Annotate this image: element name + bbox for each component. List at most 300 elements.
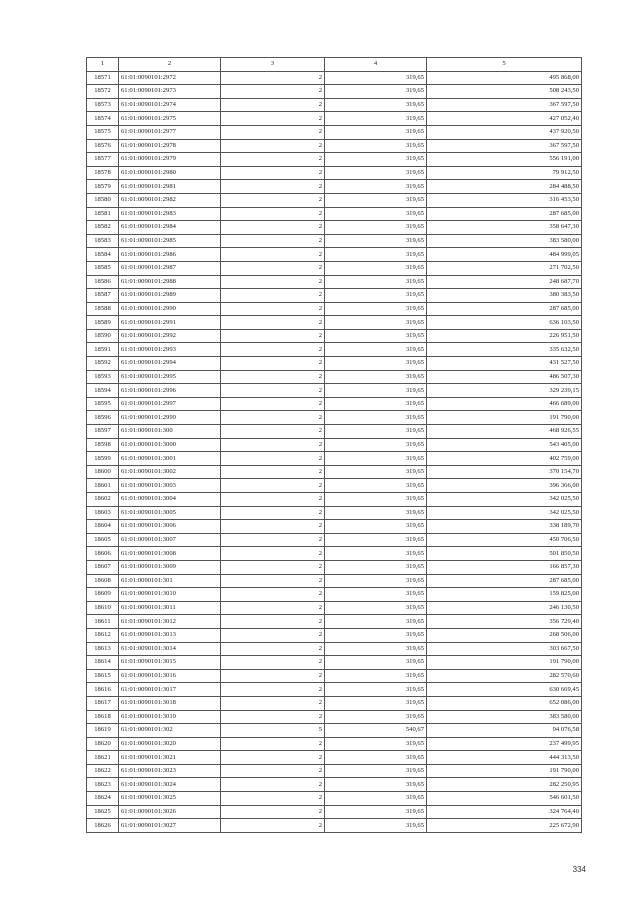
cadastral-number-cell: 61:01:0090101:2988 (119, 275, 221, 289)
row-number-cell: 18581 (87, 207, 119, 221)
col3-cell: 2 (221, 125, 325, 139)
table-row (87, 275, 582, 289)
value-cell: 396 366,00 (427, 479, 582, 493)
value-cell: 367 597,50 (427, 139, 582, 153)
table-row (87, 751, 582, 765)
value-cell: 166 857,30 (427, 560, 582, 574)
col3-cell: 2 (221, 180, 325, 194)
col3-cell: 2 (221, 751, 325, 765)
col4-cell: 319,65 (325, 465, 427, 479)
table-row (87, 683, 582, 697)
col4-cell: 319,65 (325, 139, 427, 153)
cadastral-number-cell: 61:01:0090101:3020 (119, 737, 221, 751)
row-number-cell: 18612 (87, 628, 119, 642)
header-col-5: 5 (427, 58, 582, 72)
row-number-cell: 18624 (87, 792, 119, 806)
cadastral-number-cell: 61:01:0090101:3027 (119, 819, 221, 833)
row-number-cell: 18619 (87, 724, 119, 738)
col3-cell: 2 (221, 370, 325, 384)
col3-cell: 2 (221, 71, 325, 85)
col4-cell: 319,65 (325, 805, 427, 819)
value-cell: 342 025,50 (427, 506, 582, 520)
table-row (87, 506, 582, 520)
value-cell: 191 790,00 (427, 764, 582, 778)
col4-cell: 319,65 (325, 438, 427, 452)
table-row (87, 193, 582, 207)
table-row (87, 628, 582, 642)
value-cell: 287 685,00 (427, 302, 582, 316)
header-col-1: 1 (87, 58, 119, 72)
row-number-cell: 18614 (87, 656, 119, 670)
row-number-cell: 18591 (87, 343, 119, 357)
cadastral-number-cell: 61:01:0090101:2995 (119, 370, 221, 384)
col4-cell: 319,65 (325, 588, 427, 602)
value-cell: 367 597,50 (427, 98, 582, 112)
table-row (87, 125, 582, 139)
col4-cell: 319,65 (325, 98, 427, 112)
col4-cell: 319,65 (325, 642, 427, 656)
table-row (87, 139, 582, 153)
table-row (87, 153, 582, 167)
value-cell: 501 850,50 (427, 547, 582, 561)
value-cell: 191 790,00 (427, 411, 582, 425)
col3-cell: 2 (221, 289, 325, 303)
table-row (87, 656, 582, 670)
row-number-cell: 18613 (87, 642, 119, 656)
row-number-cell: 18573 (87, 98, 119, 112)
col4-cell: 319,65 (325, 683, 427, 697)
col4-cell: 319,65 (325, 533, 427, 547)
table-row (87, 384, 582, 398)
col4-cell: 319,65 (325, 234, 427, 248)
row-number-cell: 18597 (87, 425, 119, 439)
table-row (87, 764, 582, 778)
table-row (87, 737, 582, 751)
col3-cell: 2 (221, 234, 325, 248)
row-number-cell: 18592 (87, 357, 119, 371)
value-cell: 543 405,00 (427, 438, 582, 452)
value-cell: 287 685,00 (427, 574, 582, 588)
value-cell: 546 601,50 (427, 792, 582, 806)
col3-cell: 2 (221, 683, 325, 697)
col4-cell: 319,65 (325, 751, 427, 765)
table-row (87, 819, 582, 833)
table-body (87, 71, 582, 832)
col4-cell: 319,65 (325, 370, 427, 384)
col4-cell: 319,65 (325, 221, 427, 235)
header-col-3: 3 (221, 58, 325, 72)
table-row (87, 397, 582, 411)
row-number-cell: 18609 (87, 588, 119, 602)
row-number-cell: 18608 (87, 574, 119, 588)
cadastral-number-cell: 61:01:0090101:2996 (119, 384, 221, 398)
value-cell: 329 239,15 (427, 384, 582, 398)
value-cell: 248 687,70 (427, 275, 582, 289)
table-row (87, 112, 582, 126)
value-cell: 338 189,70 (427, 520, 582, 534)
col3-cell: 2 (221, 153, 325, 167)
value-cell: 284 488,50 (427, 180, 582, 194)
value-cell: 287 685,00 (427, 207, 582, 221)
cadastral-number-cell: 61:01:0090101:2990 (119, 302, 221, 316)
row-number-cell: 18603 (87, 506, 119, 520)
col4-cell: 319,65 (325, 397, 427, 411)
col3-cell: 2 (221, 479, 325, 493)
table-row (87, 588, 582, 602)
row-number-cell: 18625 (87, 805, 119, 819)
row-number-cell: 18596 (87, 411, 119, 425)
value-cell: 342 025,50 (427, 493, 582, 507)
cadastral-number-cell: 61:01:0090101:3005 (119, 506, 221, 520)
data-table (86, 57, 582, 833)
col3-cell: 2 (221, 98, 325, 112)
col3-cell: 2 (221, 805, 325, 819)
table-row (87, 98, 582, 112)
row-number-cell: 18598 (87, 438, 119, 452)
table-row (87, 207, 582, 221)
table-row (87, 85, 582, 99)
value-cell: 316 453,50 (427, 193, 582, 207)
col4-cell: 319,65 (325, 193, 427, 207)
col3-cell: 2 (221, 547, 325, 561)
cadastral-number-cell: 61:01:0090101:3007 (119, 533, 221, 547)
col3-cell: 2 (221, 819, 325, 833)
col3-cell: 2 (221, 669, 325, 683)
table-row (87, 180, 582, 194)
row-number-cell: 18610 (87, 601, 119, 615)
col4-cell: 319,65 (325, 696, 427, 710)
row-number-cell: 18601 (87, 479, 119, 493)
table-row (87, 669, 582, 683)
col3-cell: 2 (221, 574, 325, 588)
table-row (87, 343, 582, 357)
row-number-cell: 18626 (87, 819, 119, 833)
table-row (87, 261, 582, 275)
col3-cell: 2 (221, 384, 325, 398)
col3-cell: 2 (221, 221, 325, 235)
cadastral-number-cell: 61:01:0090101:3018 (119, 696, 221, 710)
row-number-cell: 18600 (87, 465, 119, 479)
cadastral-number-cell: 61:01:0090101:2979 (119, 153, 221, 167)
table-row (87, 547, 582, 561)
col4-cell: 319,65 (325, 628, 427, 642)
col4-cell: 319,65 (325, 302, 427, 316)
col3-cell: 2 (221, 207, 325, 221)
table-row (87, 316, 582, 330)
col4-cell: 319,65 (325, 166, 427, 180)
row-number-cell: 18594 (87, 384, 119, 398)
cadastral-number-cell: 61:01:0090101:2975 (119, 112, 221, 126)
row-number-cell: 18606 (87, 547, 119, 561)
table-row (87, 479, 582, 493)
cadastral-number-cell: 61:01:0090101:2972 (119, 71, 221, 85)
cadastral-number-cell: 61:01:0090101:2983 (119, 207, 221, 221)
value-cell: 486 507,30 (427, 370, 582, 384)
cadastral-number-cell: 61:01:0090101:2974 (119, 98, 221, 112)
col3-cell: 2 (221, 628, 325, 642)
col3-cell: 2 (221, 193, 325, 207)
row-number-cell: 18623 (87, 778, 119, 792)
cadastral-number-cell: 61:01:0090101:3010 (119, 588, 221, 602)
table-row (87, 465, 582, 479)
value-cell: 450 706,50 (427, 533, 582, 547)
table-row (87, 520, 582, 534)
value-cell: 468 926,55 (427, 425, 582, 439)
cadastral-number-cell: 61:01:0090101:3013 (119, 628, 221, 642)
table-row (87, 221, 582, 235)
value-cell: 271 702,50 (427, 261, 582, 275)
col4-cell: 319,65 (325, 479, 427, 493)
value-cell: 358 647,30 (427, 221, 582, 235)
cadastral-number-cell: 61:01:0090101:2981 (119, 180, 221, 194)
table-row (87, 438, 582, 452)
table-row (87, 71, 582, 85)
col4-cell: 319,65 (325, 384, 427, 398)
col3-cell: 2 (221, 642, 325, 656)
cadastral-number-cell: 61:01:0090101:3008 (119, 547, 221, 561)
value-cell: 79 912,50 (427, 166, 582, 180)
cadastral-number-cell: 61:01:0090101:2994 (119, 357, 221, 371)
table-row (87, 234, 582, 248)
value-cell: 556 191,00 (427, 153, 582, 167)
cadastral-number-cell: 61:01:0090101:3009 (119, 560, 221, 574)
value-cell: 324 764,40 (427, 805, 582, 819)
cadastral-number-cell: 61:01:0090101:3026 (119, 805, 221, 819)
col3-cell: 2 (221, 166, 325, 180)
col3-cell: 2 (221, 764, 325, 778)
col3-cell: 2 (221, 85, 325, 99)
cadastral-number-cell: 61:01:0090101:3001 (119, 452, 221, 466)
cadastral-number-cell: 61:01:0090101:3023 (119, 764, 221, 778)
table-row (87, 792, 582, 806)
value-cell: 94 076,58 (427, 724, 582, 738)
value-cell: 380 383,50 (427, 289, 582, 303)
row-number-cell: 18607 (87, 560, 119, 574)
value-cell: 282 250,95 (427, 778, 582, 792)
row-number-cell: 18593 (87, 370, 119, 384)
table-row (87, 289, 582, 303)
table-row (87, 425, 582, 439)
table-row (87, 805, 582, 819)
col3-cell: 2 (221, 139, 325, 153)
col4-cell: 319,65 (325, 819, 427, 833)
cadastral-number-cell: 61:01:0090101:3014 (119, 642, 221, 656)
table-row (87, 533, 582, 547)
cadastral-number-cell: 61:01:0090101:3012 (119, 615, 221, 629)
col4-cell: 319,65 (325, 547, 427, 561)
table-row (87, 560, 582, 574)
value-cell: 383 580,00 (427, 710, 582, 724)
row-number-cell: 18580 (87, 193, 119, 207)
cadastral-number-cell: 61:01:0090101:3024 (119, 778, 221, 792)
col4-cell: 319,65 (325, 411, 427, 425)
cadastral-number-cell: 61:01:0090101:2973 (119, 85, 221, 99)
cadastral-number-cell: 61:01:0090101:2984 (119, 221, 221, 235)
col3-cell: 2 (221, 696, 325, 710)
table-row (87, 493, 582, 507)
col3-cell: 2 (221, 316, 325, 330)
row-number-cell: 18582 (87, 221, 119, 235)
col3-cell: 2 (221, 357, 325, 371)
table-row (87, 642, 582, 656)
table-row (87, 357, 582, 371)
value-cell: 356 729,40 (427, 615, 582, 629)
col4-cell: 319,65 (325, 520, 427, 534)
col4-cell: 319,65 (325, 425, 427, 439)
col4-cell: 319,65 (325, 357, 427, 371)
value-cell: 237 499,95 (427, 737, 582, 751)
col3-cell: 5 (221, 724, 325, 738)
table-row (87, 302, 582, 316)
table-row (87, 696, 582, 710)
value-cell: 383 580,00 (427, 234, 582, 248)
value-cell: 268 506,00 (427, 628, 582, 642)
row-number-cell: 18611 (87, 615, 119, 629)
row-number-cell: 18588 (87, 302, 119, 316)
row-number-cell: 18618 (87, 710, 119, 724)
col4-cell: 319,65 (325, 85, 427, 99)
col4-cell: 540,67 (325, 724, 427, 738)
value-cell: 370 154,70 (427, 465, 582, 479)
col3-cell: 2 (221, 588, 325, 602)
cadastral-number-cell: 61:01:0090101:2978 (119, 139, 221, 153)
cadastral-number-cell: 61:01:0090101:3004 (119, 493, 221, 507)
col4-cell: 319,65 (325, 316, 427, 330)
cadastral-number-cell: 61:01:0090101:3006 (119, 520, 221, 534)
col4-cell: 319,65 (325, 343, 427, 357)
row-number-cell: 18587 (87, 289, 119, 303)
col3-cell: 2 (221, 560, 325, 574)
value-cell: 282 570,60 (427, 669, 582, 683)
col4-cell: 319,65 (325, 125, 427, 139)
table-row (87, 778, 582, 792)
col4-cell: 319,65 (325, 601, 427, 615)
row-number-cell: 18605 (87, 533, 119, 547)
col4-cell: 319,65 (325, 506, 427, 520)
row-number-cell: 18575 (87, 125, 119, 139)
row-number-cell: 18617 (87, 696, 119, 710)
col3-cell: 2 (221, 465, 325, 479)
col3-cell: 2 (221, 411, 325, 425)
col4-cell: 319,65 (325, 180, 427, 194)
col3-cell: 2 (221, 329, 325, 343)
table-row (87, 710, 582, 724)
col3-cell: 2 (221, 656, 325, 670)
col4-cell: 319,65 (325, 71, 427, 85)
table-row (87, 329, 582, 343)
col4-cell: 319,65 (325, 574, 427, 588)
page-number: 334 (572, 865, 586, 874)
row-number-cell: 18577 (87, 153, 119, 167)
value-cell: 226 951,50 (427, 329, 582, 343)
value-cell: 636 103,50 (427, 316, 582, 330)
table-header (87, 58, 582, 72)
row-number-cell: 18616 (87, 683, 119, 697)
cadastral-number-cell: 61:01:0090101:3003 (119, 479, 221, 493)
cadastral-number-cell: 61:01:0090101:2989 (119, 289, 221, 303)
cadastral-number-cell: 61:01:0090101:2992 (119, 329, 221, 343)
table-row (87, 411, 582, 425)
col4-cell: 319,65 (325, 112, 427, 126)
col3-cell: 2 (221, 397, 325, 411)
col3-cell: 2 (221, 452, 325, 466)
col4-cell: 319,65 (325, 764, 427, 778)
cadastral-number-cell: 61:01:0090101:2986 (119, 248, 221, 262)
col4-cell: 319,65 (325, 737, 427, 751)
col4-cell: 319,65 (325, 275, 427, 289)
cadastral-number-cell: 61:01:0090101:2987 (119, 261, 221, 275)
cadastral-number-cell: 61:01:0090101:3021 (119, 751, 221, 765)
row-number-cell: 18602 (87, 493, 119, 507)
row-number-cell: 18574 (87, 112, 119, 126)
col3-cell: 2 (221, 778, 325, 792)
value-cell: 191 790,00 (427, 656, 582, 670)
table-row (87, 452, 582, 466)
value-cell: 437 920,50 (427, 125, 582, 139)
header-col-2: 2 (119, 58, 221, 72)
cadastral-number-cell: 61:01:0090101:302 (119, 724, 221, 738)
cadastral-number-cell: 61:01:0090101:3017 (119, 683, 221, 697)
cadastral-number-cell: 61:01:0090101:3002 (119, 465, 221, 479)
col4-cell: 319,65 (325, 560, 427, 574)
value-cell: 402 759,00 (427, 452, 582, 466)
cadastral-number-cell: 61:01:0090101:2999 (119, 411, 221, 425)
row-number-cell: 18584 (87, 248, 119, 262)
col4-cell: 319,65 (325, 493, 427, 507)
row-number-cell: 18576 (87, 139, 119, 153)
cadastral-number-cell: 61:01:0090101:301 (119, 574, 221, 588)
value-cell: 630 669,45 (427, 683, 582, 697)
col4-cell: 319,65 (325, 669, 427, 683)
cadastral-number-cell: 61:01:0090101:300 (119, 425, 221, 439)
cadastral-number-cell: 61:01:0090101:2997 (119, 397, 221, 411)
col3-cell: 2 (221, 343, 325, 357)
row-number-cell: 18578 (87, 166, 119, 180)
table-row (87, 724, 582, 738)
cadastral-number-cell: 61:01:0090101:3011 (119, 601, 221, 615)
col3-cell: 2 (221, 302, 325, 316)
cadastral-number-cell: 61:01:0090101:3000 (119, 438, 221, 452)
col4-cell: 319,65 (325, 656, 427, 670)
value-cell: 466 689,00 (427, 397, 582, 411)
col3-cell: 2 (221, 601, 325, 615)
row-number-cell: 18599 (87, 452, 119, 466)
col4-cell: 319,65 (325, 248, 427, 262)
row-number-cell: 18615 (87, 669, 119, 683)
col3-cell: 2 (221, 425, 325, 439)
table-row (87, 615, 582, 629)
value-cell: 508 243,50 (427, 85, 582, 99)
row-number-cell: 18595 (87, 397, 119, 411)
row-number-cell: 18571 (87, 71, 119, 85)
col4-cell: 319,65 (325, 289, 427, 303)
col3-cell: 2 (221, 533, 325, 547)
row-number-cell: 18572 (87, 85, 119, 99)
header-row (87, 58, 582, 72)
col4-cell: 319,65 (325, 710, 427, 724)
value-cell: 335 632,50 (427, 343, 582, 357)
cadastral-number-cell: 61:01:0090101:3025 (119, 792, 221, 806)
col4-cell: 319,65 (325, 778, 427, 792)
table-row (87, 370, 582, 384)
row-number-cell: 18622 (87, 764, 119, 778)
col3-cell: 2 (221, 710, 325, 724)
cadastral-number-cell: 61:01:0090101:2993 (119, 343, 221, 357)
col3-cell: 2 (221, 248, 325, 262)
value-cell: 431 527,50 (427, 357, 582, 371)
row-number-cell: 18579 (87, 180, 119, 194)
value-cell: 652 086,00 (427, 696, 582, 710)
